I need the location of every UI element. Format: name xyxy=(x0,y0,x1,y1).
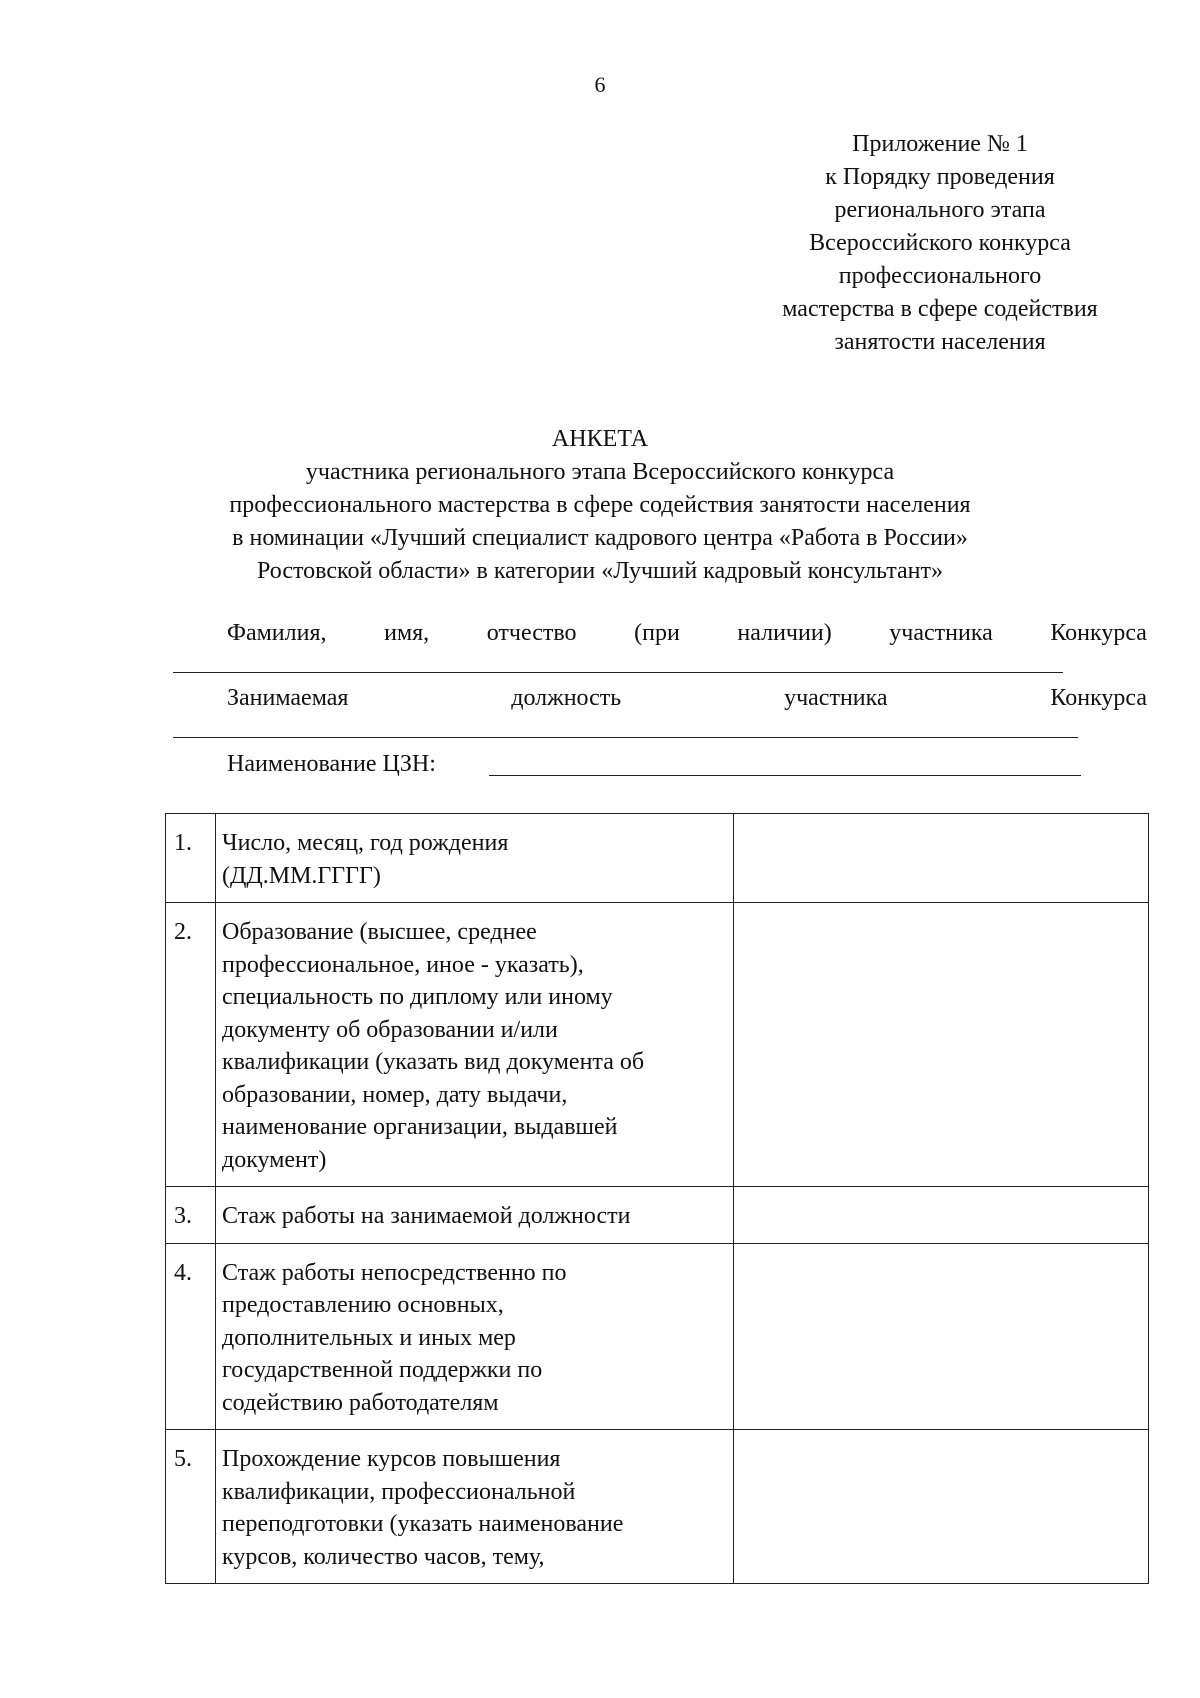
question-line: содействию работодателям xyxy=(222,1389,499,1416)
question-line: Стаж работы на занимаемой должности xyxy=(222,1203,631,1229)
form-title xyxy=(0,423,1200,588)
question-line: документ) xyxy=(222,1146,327,1173)
row-question xyxy=(216,1187,734,1244)
question-line: переподготовки (указать наименование xyxy=(222,1511,624,1537)
question-line: государственной поддержки по xyxy=(222,1357,543,1383)
page-number: 6 xyxy=(594,72,606,97)
question-line: специальность по диплому или иному xyxy=(222,984,613,1010)
questionnaire-table xyxy=(165,813,1149,1584)
row-number: 4. xyxy=(166,1243,216,1430)
form-title-line: участника регионального этапа Всероссийского конкурса xyxy=(305,459,895,485)
row-question xyxy=(216,903,734,1187)
row-number: 5. xyxy=(166,1430,216,1584)
label-word: наличии) xyxy=(737,620,832,646)
table-row xyxy=(166,1243,1149,1430)
table-row xyxy=(166,1187,1149,1244)
question-line: документу об образовании и/или xyxy=(222,1016,558,1043)
row-number: 2. xyxy=(166,903,216,1187)
label-word: Фамилия, xyxy=(227,620,327,646)
appendix-line: мастерства в сфере содействия xyxy=(782,296,1098,322)
full-name-fill-line[interactable] xyxy=(173,672,1063,673)
question-line: Число, месяц, год рождения xyxy=(222,830,509,856)
answer-cell[interactable] xyxy=(734,1243,1149,1430)
question-line: предоставлению основных, xyxy=(222,1292,504,1318)
appendix-line: профессионального xyxy=(838,263,1042,289)
question-line: образовании, номер, дату выдачи, xyxy=(222,1081,568,1108)
label-word: Занимаемая xyxy=(227,685,349,711)
appendix-header xyxy=(740,128,1140,359)
question-line: квалификации, профессиональной xyxy=(222,1478,576,1505)
label-word: (при xyxy=(634,620,680,646)
label-word: участника xyxy=(784,685,888,711)
position-fill-line[interactable] xyxy=(173,737,1078,738)
label-word: участника xyxy=(889,620,993,646)
appendix-line: к Порядку проведения xyxy=(825,164,1055,190)
question-line: (ДД.ММ.ГГГГ) xyxy=(222,862,381,889)
label-word: Конкурса xyxy=(1050,620,1147,646)
position-label xyxy=(227,683,1147,713)
org-label: Наименование ЦЗН: xyxy=(227,751,436,777)
question-line: дополнительных и иных мер xyxy=(222,1324,516,1351)
table-row xyxy=(166,903,1149,1187)
appendix-line: занятости населения xyxy=(834,329,1046,355)
label-word: отчество xyxy=(486,620,577,646)
question-line: наименование организации, выдавшей xyxy=(222,1114,618,1140)
question-line: курсов, количество часов, тему, xyxy=(222,1543,545,1570)
org-fill-line[interactable] xyxy=(489,775,1081,776)
question-line: Стаж работы непосредственно по xyxy=(222,1259,567,1286)
row-question xyxy=(216,1430,734,1584)
row-number: 1. xyxy=(166,814,216,903)
table-row xyxy=(166,1430,1149,1584)
label-word: должность xyxy=(511,685,622,711)
row-question xyxy=(216,814,734,903)
appendix-line: регионального этапа xyxy=(834,197,1046,223)
appendix-line: Всероссийского конкурса xyxy=(809,230,1071,256)
question-line: квалификации (указать вид документа об xyxy=(222,1049,645,1075)
question-line: профессиональное, иное - указать), xyxy=(222,951,584,978)
question-line: Образование (высшее, среднее xyxy=(222,919,537,945)
answer-cell[interactable] xyxy=(734,1430,1149,1584)
answer-cell[interactable] xyxy=(734,1187,1149,1244)
appendix-line: Приложение № 1 xyxy=(852,131,1028,157)
row-question xyxy=(216,1243,734,1430)
form-title-line: профессионального мастерства в сфере содействия занятости населения xyxy=(229,492,971,518)
question-line: Прохождение курсов повышения xyxy=(222,1446,561,1472)
answer-cell[interactable] xyxy=(734,903,1149,1187)
table-row xyxy=(166,814,1149,903)
label-word: имя, xyxy=(384,620,430,646)
full-name-label xyxy=(227,618,1147,648)
form-title-line: Ростовской области» в категории «Лучший кадровый консультант» xyxy=(257,558,943,584)
form-title-line: в номинации «Лучший специалист кадрового центра «Работа в России» xyxy=(232,525,968,551)
label-word: Конкурса xyxy=(1050,685,1147,711)
form-heading: АНКЕТА xyxy=(551,426,649,452)
answer-cell[interactable] xyxy=(734,814,1149,903)
row-number: 3. xyxy=(166,1187,216,1244)
